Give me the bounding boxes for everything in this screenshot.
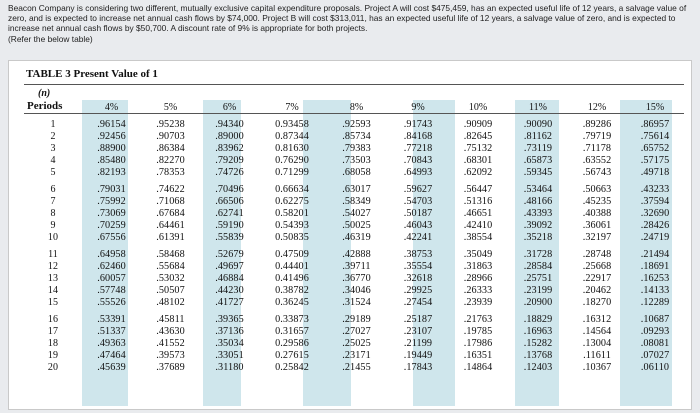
- rate-header-row: [24, 101, 684, 113]
- pv-cell: .63552: [582, 155, 612, 166]
- pv-cell: .78353: [156, 167, 185, 178]
- pv-cell: .14864: [463, 362, 493, 373]
- pv-cell: .59345: [523, 167, 553, 178]
- pv-cell: .36770: [342, 273, 371, 284]
- pv-cell: 0.25842: [275, 362, 309, 373]
- period-cell: 13: [47, 273, 59, 284]
- pv-cell: .75132: [463, 143, 493, 154]
- pv-cell: .35218: [523, 232, 553, 243]
- pv-cell: .62460: [97, 261, 126, 272]
- rate-header: 8%: [349, 101, 364, 113]
- pv-cell: .77218: [403, 143, 433, 154]
- pv-cell: .18829: [523, 314, 553, 325]
- pv-cell: .49363: [97, 338, 126, 349]
- pv-cell: .28748: [582, 249, 612, 260]
- pv-cell: .23939: [463, 297, 493, 308]
- pv-cell: .45235: [582, 196, 612, 207]
- pv-cell: 0.41496: [275, 273, 309, 284]
- pv-cell: .19449: [403, 350, 433, 361]
- pv-cell: 0.33873: [275, 314, 309, 325]
- n-label: (n): [38, 88, 51, 99]
- period-cell: 6: [50, 184, 56, 195]
- pv-cell: .42410: [463, 220, 493, 231]
- pv-cell: .92456: [97, 131, 126, 142]
- pv-cell: .39365: [215, 314, 244, 325]
- pv-cell: .43393: [523, 208, 553, 219]
- period-cell: 7: [50, 196, 56, 207]
- pv-cell: .39573: [156, 350, 185, 361]
- period-cell: 10: [47, 232, 59, 243]
- pv-cell: .21455: [342, 362, 371, 373]
- pv-cell: .34046: [342, 285, 371, 296]
- pv-cell: .86957: [640, 119, 670, 130]
- rate-header: 12%: [587, 101, 607, 113]
- period-cell: 2: [50, 131, 56, 142]
- pv-cell: .65873: [523, 155, 553, 166]
- table-row: [24, 220, 684, 232]
- pv-cell: .50025: [342, 220, 371, 231]
- pv-cell: .21494: [640, 249, 670, 260]
- table-row: [24, 196, 684, 208]
- pv-cell: 0.66634: [275, 184, 309, 195]
- pv-cell: .45811: [156, 314, 185, 325]
- pv-cell: .31180: [215, 362, 244, 373]
- pv-cell: .70496: [215, 184, 244, 195]
- pv-cell: 0.38782: [275, 285, 309, 296]
- pv-cell: .56743: [582, 167, 612, 178]
- pv-cell: .39092: [523, 220, 553, 231]
- pv-cell: .23199: [523, 285, 553, 296]
- pv-cell: .66506: [215, 196, 244, 207]
- pv-cell: .41552: [156, 338, 185, 349]
- pv-cell: .90909: [463, 119, 493, 130]
- pv-cell: .32618: [403, 273, 433, 284]
- table-row: [24, 261, 684, 273]
- rate-header: 6%: [222, 101, 237, 113]
- pv-cell: .48102: [156, 297, 185, 308]
- table-row: [24, 143, 684, 155]
- table-body: [24, 113, 684, 374]
- pv-cell: .16312: [582, 314, 612, 325]
- pv-cell: .49697: [215, 261, 244, 272]
- pv-cell: .48166: [523, 196, 553, 207]
- pv-cell: .55684: [156, 261, 185, 272]
- pv-cell: .62741: [215, 208, 244, 219]
- pv-cell: .35034: [215, 338, 244, 349]
- period-cell: 12: [47, 261, 59, 272]
- pv-cell: .36061: [582, 220, 612, 231]
- pv-cell: .57748: [97, 285, 126, 296]
- pv-cell: .13004: [582, 338, 612, 349]
- pv-cell: .07027: [640, 350, 670, 361]
- pv-cell: .25187: [403, 314, 433, 325]
- pv-cell: .42241: [403, 232, 433, 243]
- pv-cell: .75992: [97, 196, 126, 207]
- pv-cell: .89000: [215, 131, 244, 142]
- pv-cell: .64461: [156, 220, 185, 231]
- pv-cell: .46319: [342, 232, 371, 243]
- table-title: TABLE 3 Present Value of 1: [26, 68, 158, 80]
- pv-cell: .16253: [640, 273, 670, 284]
- pv-cell: .94340: [215, 119, 244, 130]
- pv-cell: .67684: [156, 208, 185, 219]
- pv-cell: 0.27615: [275, 350, 309, 361]
- pv-cell: .43630: [156, 326, 185, 337]
- period-cell: 8: [50, 208, 56, 219]
- pv-cell: 0.93458: [275, 119, 309, 130]
- pv-cell: .31863: [463, 261, 493, 272]
- pv-cell: .55839: [215, 232, 244, 243]
- pv-cell: .71068: [156, 196, 185, 207]
- pv-cell: .55526: [97, 297, 126, 308]
- pv-cell: .64993: [403, 167, 433, 178]
- table-row: [24, 362, 684, 374]
- rate-header: 10%: [468, 101, 488, 113]
- pv-cell: .18270: [582, 297, 612, 308]
- pv-cell: .53391: [97, 314, 126, 325]
- pv-cell: .50663: [582, 184, 612, 195]
- table-row: [24, 249, 684, 261]
- pv-cell: .38753: [403, 249, 433, 260]
- pv-cell: .37689: [156, 362, 185, 373]
- pv-cell: .57175: [640, 155, 670, 166]
- pv-cell: .79719: [582, 131, 612, 142]
- table-row: [24, 113, 684, 131]
- pv-cell: .51316: [463, 196, 493, 207]
- pv-cell: .16963: [523, 326, 553, 337]
- pv-cell: .71178: [582, 143, 612, 154]
- pv-cell: .29189: [342, 314, 371, 325]
- pv-cell: .38554: [463, 232, 493, 243]
- pv-cell: .91743: [403, 119, 433, 130]
- period-cell: 1: [50, 119, 56, 130]
- pv-cell: 0.76290: [275, 155, 309, 166]
- pv-cell: .33051: [215, 350, 244, 361]
- pv-cell: .10367: [582, 362, 612, 373]
- pv-cell: .32197: [582, 232, 612, 243]
- pv-cell: .79031: [97, 184, 126, 195]
- pv-cell: .73069: [97, 208, 126, 219]
- pv-cell: 0.44401: [275, 261, 309, 272]
- pv-cell: 0.31657: [275, 326, 309, 337]
- periods-label: Periods: [27, 100, 63, 112]
- table-row: [24, 314, 684, 326]
- table-row: [24, 131, 684, 143]
- pv-cell: 0.87344: [275, 131, 309, 142]
- pv-cell: .63017: [342, 184, 371, 195]
- pv-cell: .46651: [463, 208, 493, 219]
- pv-cell: .49718: [640, 167, 670, 178]
- pv-cell: .75614: [640, 131, 670, 142]
- table-row: [24, 350, 684, 362]
- pv-cell: .09293: [640, 326, 670, 337]
- rate-header: 11%: [529, 101, 547, 113]
- period-cell: 14: [47, 285, 59, 296]
- pv-cell: .73119: [523, 143, 553, 154]
- table-row: [24, 285, 684, 297]
- pv-cell: .88900: [97, 143, 126, 154]
- pv-cell: 0.50835: [275, 232, 309, 243]
- pv-cell: .56447: [463, 184, 493, 195]
- pv-cell: .89286: [582, 119, 612, 130]
- pv-cell: .70843: [403, 155, 433, 166]
- pv-cell: .85480: [97, 155, 126, 166]
- pv-cell: .83962: [215, 143, 244, 154]
- pv-cell: 0.58201: [275, 208, 309, 219]
- pv-cell: .19785: [463, 326, 493, 337]
- pv-cell: .37594: [640, 196, 670, 207]
- pv-cell: .25751: [523, 273, 553, 284]
- pv-cell: .21763: [463, 314, 493, 325]
- pv-cell: .73503: [342, 155, 371, 166]
- pv-cell: .82645: [463, 131, 493, 142]
- period-cell: 17: [47, 326, 59, 337]
- pv-cell: .12403: [523, 362, 553, 373]
- pv-cell: .61391: [156, 232, 185, 243]
- pv-cell: .96154: [97, 119, 126, 130]
- pv-cell: .35554: [403, 261, 433, 272]
- table-row: [24, 208, 684, 220]
- pv-cell: .74726: [215, 167, 244, 178]
- table-row: [24, 155, 684, 167]
- pv-cell: .25668: [582, 261, 612, 272]
- table-row: [24, 273, 684, 285]
- pv-cell: .15282: [523, 338, 553, 349]
- period-cell: 9: [50, 220, 56, 231]
- pv-cell: .14133: [640, 285, 670, 296]
- pv-cell: .90090: [523, 119, 553, 130]
- period-cell: 5: [50, 167, 56, 178]
- question-note: (Refer the below table): [8, 33, 93, 44]
- pv-cell: .35049: [463, 249, 493, 260]
- pv-cell: .24719: [640, 232, 670, 243]
- pv-cell: .11611: [583, 350, 611, 361]
- pv-cell: .20462: [582, 285, 612, 296]
- rate-header: 9%: [411, 101, 425, 113]
- table-row: [24, 326, 684, 338]
- pv-cell: .82193: [97, 167, 126, 178]
- pv-cell: .58468: [156, 249, 185, 260]
- pv-cell: .58349: [342, 196, 371, 207]
- pv-cell: .23107: [403, 326, 433, 337]
- pv-cell: .53032: [156, 273, 185, 284]
- period-cell: 18: [47, 338, 59, 349]
- pv-cell: .45639: [97, 362, 126, 373]
- pv-cell: .17843: [403, 362, 433, 373]
- pv-cell: .29925: [403, 285, 433, 296]
- pv-cell: .06110: [640, 362, 670, 373]
- pv-cell: .13768: [523, 350, 553, 361]
- title-rule: [24, 84, 684, 85]
- pv-cell: .47464: [97, 350, 126, 361]
- pv-cell: .16351: [463, 350, 493, 361]
- pv-cell: .23171: [342, 350, 371, 361]
- pv-cell: .08081: [640, 338, 670, 349]
- pv-cell: .86384: [156, 143, 185, 154]
- pv-cell: 0.62275: [275, 196, 309, 207]
- present-value-table: [24, 101, 684, 374]
- pv-cell: .85734: [342, 131, 371, 142]
- period-cell: 4: [50, 155, 56, 166]
- pv-cell: .12289: [640, 297, 670, 308]
- pv-cell: .18691: [640, 261, 670, 272]
- pv-cell: .27027: [342, 326, 371, 337]
- pv-cell: .17986: [463, 338, 493, 349]
- pv-cell: .20900: [523, 297, 553, 308]
- pv-cell: .67556: [97, 232, 126, 243]
- pv-cell: .79209: [215, 155, 244, 166]
- pv-cell: .28426: [640, 220, 670, 231]
- rate-header: 4%: [104, 101, 119, 113]
- pv-cell: 0.54393: [275, 220, 309, 231]
- pv-cell: .43233: [640, 184, 670, 195]
- periods-header: [24, 101, 82, 113]
- question-text: [8, 3, 692, 44]
- period-cell: 3: [50, 143, 56, 154]
- pv-cell: .68058: [342, 167, 371, 178]
- pv-cell: .31524: [342, 297, 371, 308]
- pv-cell: .46884: [215, 273, 244, 284]
- pv-cell: 0.36245: [275, 297, 309, 308]
- pv-cell: .41727: [215, 297, 244, 308]
- table-row: [24, 297, 684, 309]
- pv-cell: .74622: [156, 184, 185, 195]
- pv-cell: .42888: [342, 249, 371, 260]
- rate-header: 5%: [163, 101, 178, 113]
- pv-cell: .53464: [523, 184, 553, 195]
- pv-cell: .62092: [463, 167, 493, 178]
- pv-cell: .31728: [523, 249, 553, 260]
- pv-cell: .90703: [156, 131, 185, 142]
- pv-cell: .65752: [640, 143, 670, 154]
- pv-cell: .64958: [97, 249, 126, 260]
- pv-cell: .92593: [342, 119, 371, 130]
- pv-cell: .28966: [463, 273, 493, 284]
- period-cell: 19: [47, 350, 59, 361]
- rate-header: 15%: [645, 101, 665, 113]
- period-cell: 15: [47, 297, 59, 308]
- pv-cell: .40388: [582, 208, 612, 219]
- pv-cell: .59627: [403, 184, 433, 195]
- pv-cell: .39711: [342, 261, 371, 272]
- pv-cell: .54027: [342, 208, 371, 219]
- pv-cell: .50507: [156, 285, 185, 296]
- pv-cell: .10687: [640, 314, 670, 325]
- table-row: [24, 338, 684, 350]
- pv-cell: .26333: [463, 285, 493, 296]
- table-row: [24, 232, 684, 244]
- pv-cell: .84168: [403, 131, 433, 142]
- pv-cell: .79383: [342, 143, 371, 154]
- period-cell: 16: [47, 314, 59, 325]
- question-body: Beacon Company is considering two different, mutually exclusive capital expenditure proposals. Project A will cost $475,459, has an expected useful life of 12 years, a salvage value of zero, and is expected to increase net annual cash flows by $74,000. Project B will cost $313,011, has an expected useful life of 12 years, a salvage value of zero, and is expected to increase net annual cash flows by $50,700. A discount rate of 9% is appropriate for both projects.: [8, 3, 687, 34]
- pv-cell: .95238: [156, 119, 185, 130]
- pv-cell: .28584: [523, 261, 553, 272]
- pv-cell: 0.47509: [275, 249, 309, 260]
- period-cell: 11: [48, 249, 58, 260]
- pv-cell: .70259: [97, 220, 126, 231]
- pv-cell: .21199: [403, 338, 433, 349]
- pv-cell: .46043: [403, 220, 433, 231]
- table-row: [24, 167, 684, 179]
- pv-cell: .51337: [97, 326, 126, 337]
- pv-cell: 0.81630: [275, 143, 309, 154]
- pv-cell: 0.71299: [275, 167, 309, 178]
- pv-cell: 0.29586: [275, 338, 309, 349]
- pv-cell: .54703: [403, 196, 433, 207]
- pv-cell: .27454: [403, 297, 433, 308]
- pv-cell: .68301: [463, 155, 493, 166]
- period-cell: 20: [47, 362, 59, 373]
- pv-cell: .82270: [156, 155, 185, 166]
- pv-cell: .81162: [523, 131, 553, 142]
- pv-cell: .14564: [582, 326, 612, 337]
- pv-cell: .22917: [582, 273, 612, 284]
- pv-cell: .52679: [215, 249, 244, 260]
- pv-cell: .44230: [215, 285, 244, 296]
- rate-header: 7%: [285, 101, 299, 113]
- pv-cell: .60057: [97, 273, 126, 284]
- table-row: [24, 184, 684, 196]
- pv-cell: .50187: [403, 208, 433, 219]
- pv-cell: .32690: [640, 208, 670, 219]
- pv-cell: .25025: [342, 338, 371, 349]
- pv-cell: .59190: [215, 220, 244, 231]
- pv-cell: .37136: [215, 326, 244, 337]
